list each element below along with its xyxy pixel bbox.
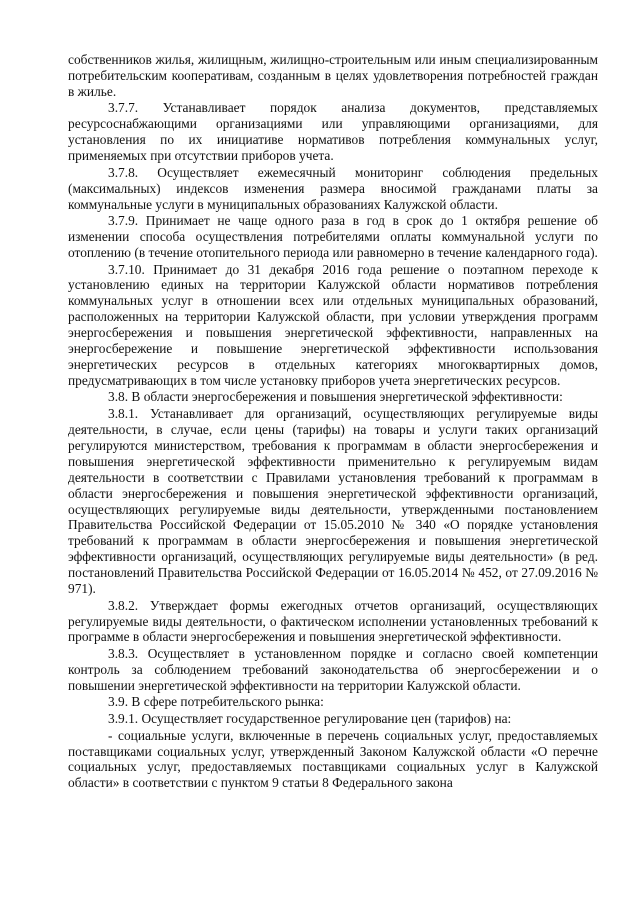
- paragraph-3-7-9: 3.7.9. Принимает не чаще одного раза в год в срок до 1 октября решение об изменении способа осуществления потребителями оплаты коммунальной услуги по отоплению (в течение отопительного периода или равномерно в течение календарного года).: [68, 213, 598, 260]
- paragraph-3-7-7: 3.7.7. Устанавливает порядок анализа документов, представляемых ресурсоснабжающими организациями или управляющими организациями, для установления по их инициативе нормативов потребления коммунальных услуг, применяемых при отсутствии приборов учета.: [68, 100, 598, 164]
- paragraph-continuation: собственников жилья, жилищным, жилищно-строительным или иным специализированным потребительским кооперативам, созданным в целях удовлетворения потребностей граждан в жилье.: [68, 52, 598, 99]
- paragraph-3-9-1-item: - социальные услуги, включенные в перечень социальных услуг, предоставляемых поставщиками социальных услуг, утвержденный Законом Калужской области «О перечне социальных услуг, предоставляемых поставщиками социальных услуг в Калужской области» в соответствии с пунктом 9 статьи 8 Федерального закона: [68, 727, 598, 791]
- paragraph-3-7-10: 3.7.10. Принимает до 31 декабря 2016 года решение о поэтапном переходе к установлению единых на территории Калужской области нормативов потребления коммунальных услуг в отношении всех или отдельных муниципальных образований, расположенных на территории Калужской области, при условии утверждения программ энергосбережения и повышения энергетической эффективности, направленных на энергосбережение и повышение энергетической эффективности использования энергетических ресурсов в отдельных категориях многоквартирных домов, предусматривающих в том числе установку приборов учета энергетических ресурсов.: [68, 261, 598, 388]
- paragraph-3-8-2: 3.8.2. Утверждает формы ежегодных отчетов организаций, осуществляющих регулируемые виды деятельности, о фактическом исполнении установленных требований к программе в области энергосбережения и повышения энергетической эффективности.: [68, 597, 598, 645]
- document-body: [68, 52, 598, 791]
- paragraph-3-9-1: 3.9.1. Осуществляет государственное регулирование цен (тарифов) на:: [108, 711, 512, 727]
- paragraph-3-8-1: 3.8.1. Устанавливает для организаций, осуществляющих регулируемые виды деятельности, в случае, если цены (тарифы) на товары и услуги таких организаций регулируются министерством, требования к программам в области энергосбережения и повышения энергетической эффективности применительно к регулируемым видам деятельности в соответствии с Правилами установления требований к программам в области энергосбережения и повышения энергетической эффективности организаций, осуществляющих регулируемые виды деятельности, утвержденными постановлением Правительства Российской Федерации от 15.05.2010 № 340 «О порядке установления требований к программам в области энергосбережения и повышения энергетической эффективности организаций, осуществляющих регулируемые виды деятельности» (в ред. постановлений Правительства Российской Федерации от 16.05.2014 № 452, от 27.09.2016 № 971).: [68, 406, 598, 597]
- paragraph-3-9: 3.9. В сфере потребительского рынка:: [108, 694, 324, 710]
- paragraph-3-8-3: 3.8.3. Осуществляет в установленном порядке и согласно своей компетенции контроль за соблюдением требований законодательства об энергосбережении и о повышении энергетической эффективности на территории Калужской области.: [68, 646, 598, 693]
- paragraph-3-7-8: 3.7.8. Осуществляет ежемесячный мониторинг соблюдения предельных (максимальных) индексов изменения размера вносимой гражданами платы за коммунальные услуги в муниципальных образованиях Калужской области.: [68, 164, 598, 212]
- paragraph-3-8: 3.8. В области энергосбережения и повышения энергетической эффективности:: [108, 389, 563, 405]
